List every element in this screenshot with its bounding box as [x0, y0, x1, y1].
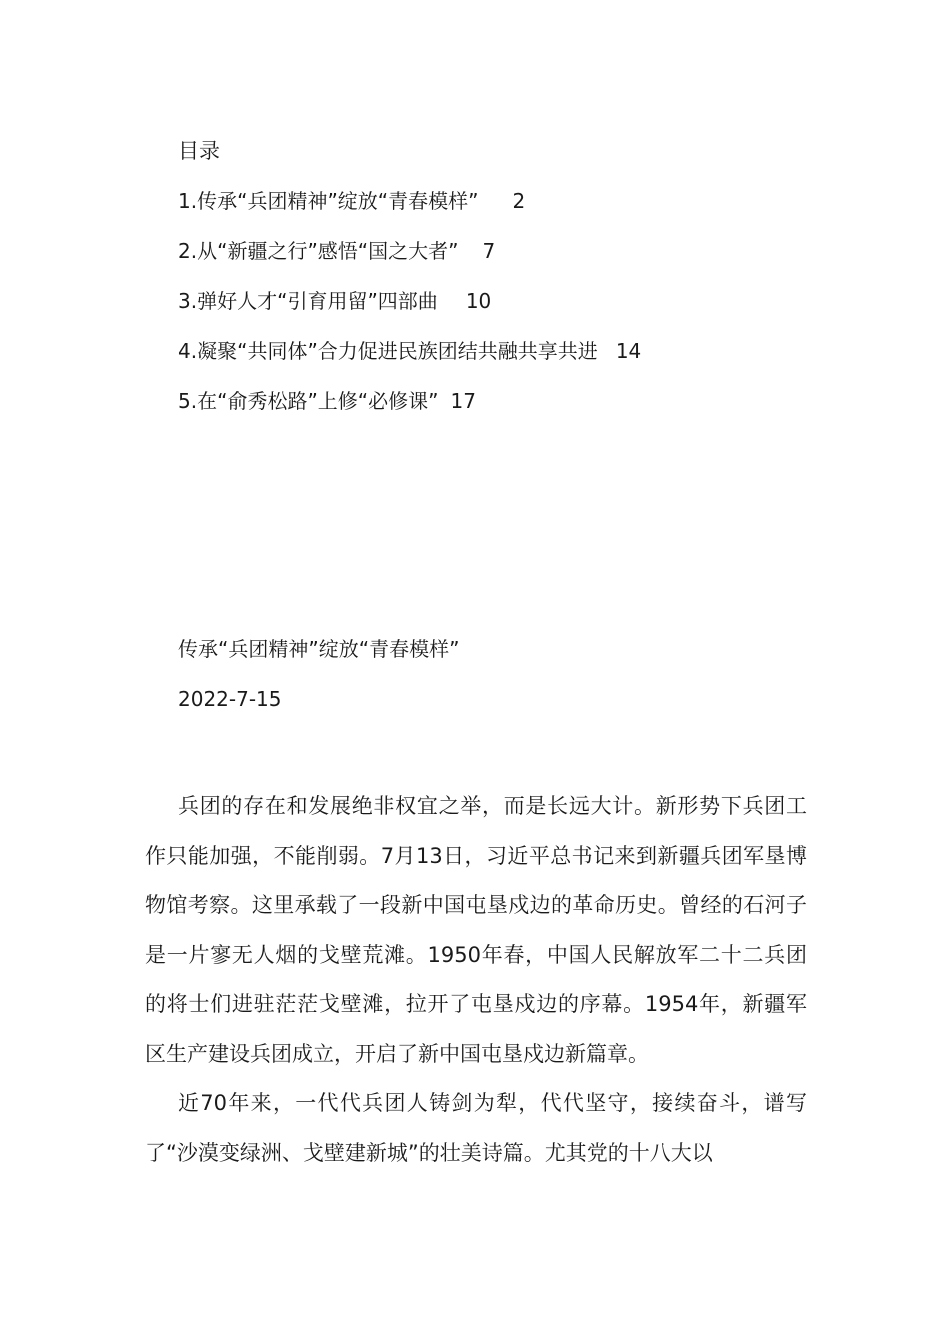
toc-item-title: 4.凝聚“共同体”合力促进民族团结共融共享共进	[178, 339, 598, 363]
body-paragraph: 兵团的存在和发展绝非权宜之举，而是长远大计。新形势下兵团工作只能加强，不能削弱。7月13日，习近平总书记来到新疆兵团军垦博物馆考察。这里承载了一段新中国屯垦戍边的革命历史。曾经的石河子是一片寥无人烟的戈壁荒滩。1950年春，中国人民解放军二十二兵团的将士们进驻茫茫戈壁滩，拉开了屯垦戍边的序幕。1954年，新疆军区生产建设兵团成立，开启了新中国屯垦戍边新篇章。	[145, 794, 807, 1066]
article-date: 2022-7-15	[178, 687, 282, 711]
toc-item-page: 14	[615, 339, 642, 363]
toc-item-title: 3.弹好人才“引育用留”四部曲	[178, 289, 438, 313]
toc-item[interactable]	[178, 186, 641, 236]
toc-heading: 目录	[178, 139, 220, 163]
toc-item-title: 1.传承“兵团精神”绽放“青春模样”	[178, 189, 479, 213]
body-paragraph: 近70年来，一代代兵团人铸剑为犁，代代坚守，接续奋斗，谱写了“沙漠变绿洲、戈壁建新城”的壮美诗篇。尤其党的十八大以	[145, 1091, 807, 1165]
toc-item-title: 5.在“俞秀松路”上修“必修课”	[178, 389, 439, 413]
toc-item-page: 7	[482, 239, 496, 263]
toc-item-page: 2	[512, 189, 526, 213]
toc-item[interactable]	[178, 386, 641, 436]
toc-item[interactable]	[178, 286, 641, 336]
table-of-contents	[178, 186, 641, 436]
article-body	[145, 782, 807, 1178]
toc-item-page: 17	[450, 389, 476, 413]
toc-item-page: 10	[465, 289, 492, 313]
toc-item-title: 2.从“新疆之行”感悟“国之大者”	[178, 239, 459, 263]
toc-item[interactable]	[178, 336, 641, 386]
article-title: 传承“兵团精神”绽放“青春模样”	[178, 637, 460, 661]
toc-item[interactable]	[178, 236, 641, 286]
